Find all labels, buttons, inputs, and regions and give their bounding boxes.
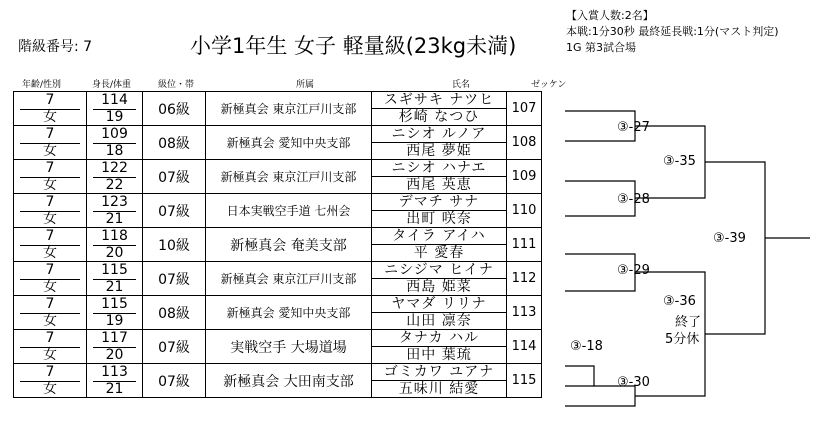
match-label-35: ③-35: [663, 154, 696, 169]
zekken-cell: 114: [507, 330, 542, 364]
kana-cell: デマチ サナ: [372, 194, 507, 211]
affiliation-cell: 新極真会 奄美支部: [206, 228, 372, 262]
kana-cell: ニシジマ ヒイナ: [372, 262, 507, 279]
affiliation-cell: 新極真会 大田南支部: [206, 364, 372, 398]
bracket-line-r1-d: [565, 366, 594, 386]
name-cell: 西尾 夢姫: [372, 143, 507, 160]
height-cell: 117: [87, 330, 143, 347]
info-court: 1G 第3試合場: [566, 41, 637, 54]
info-winners: 【入賞人数:2名】: [566, 9, 654, 22]
kana-cell: ニシオ ルノア: [372, 126, 507, 143]
age-cell: 7: [14, 330, 87, 347]
kana-cell: ニシオ ハナエ: [372, 160, 507, 177]
rank-cell: 10級: [143, 228, 206, 262]
sex-label: 女: [20, 177, 80, 193]
affiliation-cell: 実戦空手 大場道場: [206, 330, 372, 364]
weight-label: 21: [93, 381, 136, 397]
match-label-28: ③-28: [617, 192, 650, 207]
name-cell: 五味川 結愛: [372, 381, 507, 398]
break-note-end: 終了: [675, 315, 702, 330]
sex-label: 女: [20, 245, 80, 261]
name-cell: 西島 姫菜: [372, 279, 507, 296]
sex-label: 女: [20, 211, 80, 227]
match-label-29: ③-29: [617, 263, 650, 278]
match-label-30: ③-30: [617, 375, 650, 390]
weight-label: 21: [93, 211, 136, 227]
age-cell: 7: [14, 160, 87, 177]
weight-label: 22: [93, 177, 136, 193]
age-cell: 7: [14, 194, 87, 211]
height-cell: 123: [87, 194, 143, 211]
name-cell: 杉崎 なつひ: [372, 109, 507, 126]
affiliation-cell: 日本実戦空手道 七州会: [206, 194, 372, 228]
zekken-cell: 110: [507, 194, 542, 228]
height-cell: 109: [87, 126, 143, 143]
break-note-rest: 5分休: [665, 332, 700, 347]
height-cell: 122: [87, 160, 143, 177]
weight-label: 21: [93, 279, 136, 295]
sex-label: 女: [20, 347, 80, 363]
name-cell: 平 愛春: [372, 245, 507, 262]
col-header-zekken: ゼッケン: [531, 80, 567, 90]
zekken-cell: 108: [507, 126, 542, 160]
name-cell: 田中 葉琉: [372, 347, 507, 364]
name-cell: 山田 凛奈: [372, 313, 507, 330]
sex-label: 女: [20, 279, 80, 295]
rank-cell: 08級: [143, 296, 206, 330]
page-title: 小学1年生 女子 軽量級(23kg未満): [190, 34, 517, 58]
bracket-line-r3: [705, 162, 765, 334]
sex-label: 女: [20, 313, 80, 329]
weight-label: 19: [93, 313, 136, 329]
affiliation-cell: 新極真会 東京江戸川支部: [206, 262, 372, 296]
weight-label: 20: [93, 245, 136, 261]
age-cell: 7: [14, 126, 87, 143]
height-cell: 114: [87, 92, 143, 109]
age-cell: 7: [14, 296, 87, 313]
match-label-39: ③-39: [713, 231, 746, 246]
col-header-rank: 級位・帯: [158, 80, 195, 90]
class-number: 階級番号: 7: [18, 39, 93, 55]
zekken-cell: 109: [507, 160, 542, 194]
zekken-cell: 112: [507, 262, 542, 296]
age-cell: 7: [14, 228, 87, 245]
zekken-cell: 107: [507, 92, 542, 126]
height-cell: 118: [87, 228, 143, 245]
rank-cell: 07級: [143, 330, 206, 364]
affiliation-cell: 新極真会 愛知中央支部: [206, 126, 372, 160]
rank-cell: 07級: [143, 364, 206, 398]
col-header-height-weight: 身長/体重: [92, 80, 132, 90]
age-cell: 7: [14, 364, 87, 381]
weight-label: 20: [93, 347, 136, 363]
col-header-age-sex: 年齢/性別: [22, 80, 62, 90]
name-cell: 出町 咲奈: [372, 211, 507, 228]
height-cell: 115: [87, 262, 143, 279]
match-label-18: ③-18: [570, 339, 603, 354]
rank-cell: 06級: [143, 92, 206, 126]
sex-label: 女: [20, 143, 80, 159]
kana-cell: タイラ アイハ: [372, 228, 507, 245]
col-header-name: 氏名: [452, 80, 471, 90]
rank-cell: 07級: [143, 160, 206, 194]
zekken-cell: 113: [507, 296, 542, 330]
match-label-36: ③-36: [663, 294, 696, 309]
zekken-cell: 115: [507, 364, 542, 398]
rank-cell: 07級: [143, 262, 206, 296]
affiliation-cell: 新極真会 東京江戸川支部: [206, 160, 372, 194]
match-label-27: ③-27: [617, 120, 650, 135]
kana-cell: スギサキ ナツヒ: [372, 92, 507, 109]
rank-cell: 07級: [143, 194, 206, 228]
weight-label: 19: [93, 109, 136, 125]
kana-cell: ヤマダ リリナ: [372, 296, 507, 313]
rank-cell: 08級: [143, 126, 206, 160]
kana-cell: タナカ ハル: [372, 330, 507, 347]
info-time: 本戦:1分30秒 最終延長戦:1分(マスト判定): [566, 25, 779, 38]
sex-label: 女: [20, 109, 80, 125]
zekken-cell: 111: [507, 228, 542, 262]
col-header-affiliation: 所属: [296, 80, 315, 90]
name-cell: 西尾 英恵: [372, 177, 507, 194]
affiliation-cell: 新極真会 愛知中央支部: [206, 296, 372, 330]
weight-label: 18: [93, 143, 136, 159]
sex-label: 女: [20, 381, 80, 397]
height-cell: 113: [87, 364, 143, 381]
affiliation-cell: 新極真会 東京江戸川支部: [206, 92, 372, 126]
height-cell: 115: [87, 296, 143, 313]
kana-cell: ゴミカワ ユアナ: [372, 364, 507, 381]
age-cell: 7: [14, 262, 87, 279]
age-cell: 7: [14, 92, 87, 109]
